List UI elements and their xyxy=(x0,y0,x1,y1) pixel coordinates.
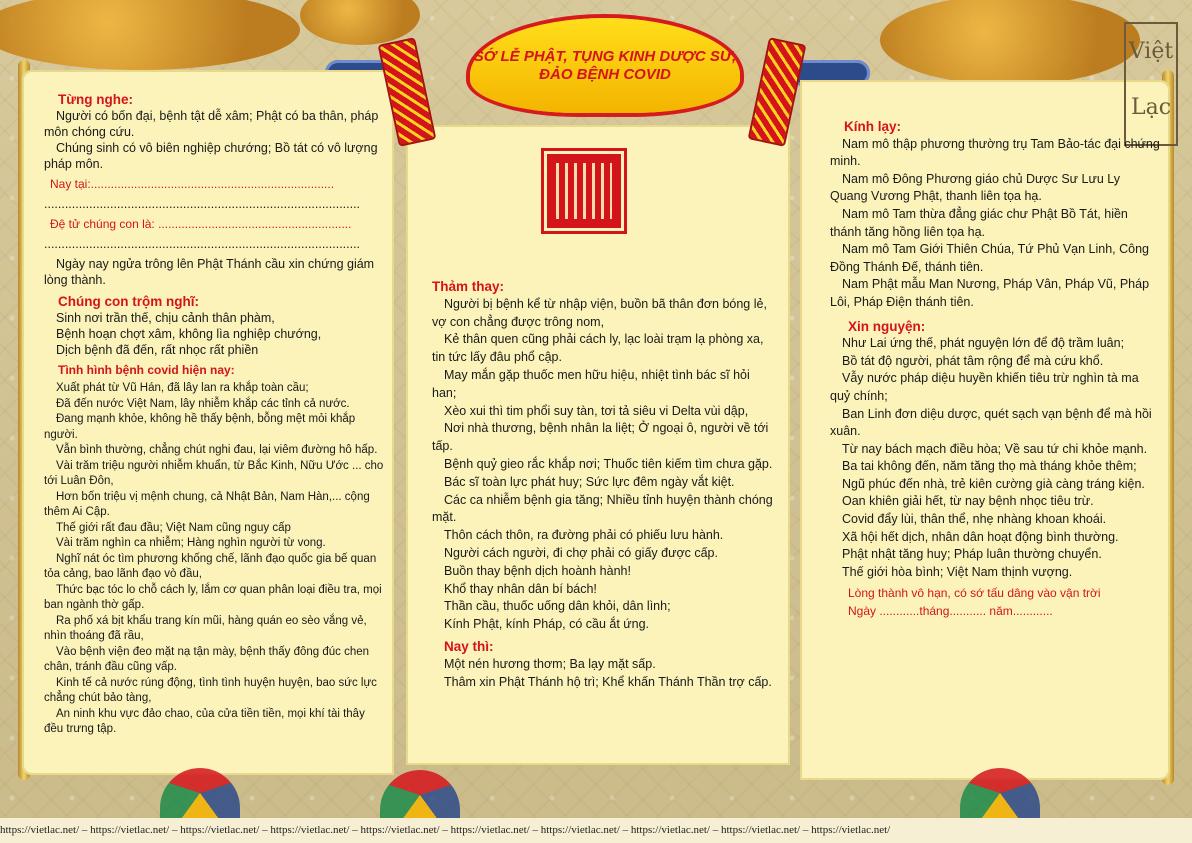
right-line: Nam mô thập phương thường trụ Tam Bảo-tác đại chứng minh. xyxy=(830,136,1160,169)
mid-line: Người cách người, đi chợ phải có giấy được cấp. xyxy=(444,545,718,560)
right-line-2: Bồ tát độ người, phát tâm rộng để mà cứu khổ. xyxy=(842,353,1104,368)
left-line: Thức bạc tóc lo chỗ cách ly, lắm cơ quan phân loại điều tra, mọi ban ngành thờ gấp. xyxy=(44,583,382,611)
right-line: Nam mô Tam thừa đẳng giác chư Phật Bồ Tát, hiền thánh tăng hồng liên tọa hạ. xyxy=(830,206,1128,239)
page-title: SỚ LỄ PHẬT, TỤNG KINH DƯỢC SƯ, ĐẢO BỆNH COVID xyxy=(473,48,737,83)
nay-tai-line: Nay tại:......................................................................... xyxy=(50,177,335,191)
red-seal-icon xyxy=(541,148,627,234)
brand-logo-text: Việt Lạc xyxy=(1128,39,1174,120)
left-line: Thế giới rất đau đầu; Việt Nam cũng nguy cấp xyxy=(56,521,291,534)
right-line-2: Xã hội hết dịch, nhân dân hoạt động bình thường. xyxy=(842,529,1119,544)
mid-line: Người bị bệnh kể từ nhập viện, buồn bã thân đơn bóng lẻ, vợ con chẳng được trông nom, xyxy=(432,296,767,329)
right-line-2: Ba tai không đến, năm tăng thọ mà tháng khỏe thêm; xyxy=(842,459,1137,474)
left-heading-2: Chúng con trộm nghĩ: xyxy=(58,294,199,309)
left-line: Hơn bốn triệu vị mệnh chung, cả Nhật Bản, Nam Hàn,... cộng thêm Ai Cập. xyxy=(44,490,370,518)
blank-line: ........................................................................................... xyxy=(44,197,361,211)
left-heading-1: Từng nghe: xyxy=(58,92,134,107)
mid-line: Bác sĩ toàn lực phát huy; Sức lực đêm ngày vắt kiệt. xyxy=(444,474,735,489)
mid-heading-1: Thảm thay: xyxy=(432,279,505,294)
left-line: Vào bệnh viện đeo mặt nạ tận mày, bệnh thấy đông đúc chen chân, tránh đầu cũng vấp. xyxy=(44,645,370,673)
mid-line-2: Một nén hương thơm; Ba lạy mặt sấp. xyxy=(444,656,656,671)
footer-url-text: https://vietlac.net/ – https://vietlac.net/ – https://vietlac.net/ – https://vietlac.net/ – https://vietlac.net/ – https://vietlac.net/ – https://vietlac.net/ – https://vietlac.net/ – https://vietlac.net/ – https://vietlac.net/ xyxy=(0,824,891,836)
left-heading-3: Tình hình bệnh covid hiện nay: xyxy=(58,363,235,377)
middle-text xyxy=(432,278,777,691)
right-line: Nam mô Tam Giới Thiên Chúa, Tứ Phủ Vạn Linh, Công Đồng Thánh Đế, thánh tiên. xyxy=(830,242,1149,274)
left-line: Nghĩ nát óc tìm phương khống chế, lãnh đạo quốc gia bế quan tỏa cảng, bao lãnh đạo vò đầu, xyxy=(44,552,377,580)
mid-line-2: Thâm xin Phật Thánh hộ trì; Khể khấn Thánh Thần trợ cấp. xyxy=(444,674,772,689)
closing-line-1: Lòng thành vô hạn, có sớ tấu dâng vào vận trời xyxy=(848,586,1101,601)
right-line-2: Như Lai ứng thế, phát nguyện lớn để độ trầm luân; xyxy=(842,336,1125,351)
right-line-2: Thế giới hòa bình; Việt Nam thịnh vượng. xyxy=(842,564,1073,579)
left-line: Vài trăm nghìn ca nhiễm; Hàng nghìn người từ vong. xyxy=(56,537,326,549)
mid-line: Kính Phật, kính Pháp, có cầu ắt ứng. xyxy=(444,617,650,632)
left-line: Ra phố xá bịt khẩu trang kín mũi, hàng quán eo sèo vắng vẻ, nhìn thoáng đã rầu, xyxy=(44,614,367,642)
right-line-2: Ban Linh đơn diệu dược, quét sạch vạn bệnh để mà hồi xuân. xyxy=(830,406,1152,439)
right-line: Nam mô Đông Phương giáo chủ Dược Sư Lưu Ly Quang Vương Phật, thanh liên tọa hạ. xyxy=(830,171,1120,204)
left-line: Xuất phát từ Vũ Hán, đã lây lan ra khắp toàn cầu; xyxy=(56,382,309,394)
footer-url-strip xyxy=(0,818,1192,843)
left-para-4: Sinh nơi trần thế, chịu cảnh thân phàm, xyxy=(56,311,275,325)
right-line-2: Oan khiên giải hết, từ nay bệnh nhọc tiêu trừ. xyxy=(842,494,1094,509)
mid-line: Bệnh quỷ gieo rắc khắp nơi; Thuốc tiên kiếm tìm chưa gặp. xyxy=(444,456,773,471)
left-para-3: Ngày nay ngửa trông lên Phật Thánh cầu xin chứng giám lòng thành. xyxy=(44,257,375,287)
mid-line: Buồn thay bệnh dịch hoành hành! xyxy=(444,563,631,578)
mid-line: Thần cầu, thuốc uống dân khỏi, dân lình; xyxy=(444,599,671,614)
left-para-2: Chúng sinh có vô biên nghiệp chướng; Bồ tát có vô lượng pháp môn. xyxy=(44,141,378,171)
right-line-2: Ngũ phúc đến nhà, trẻ kiên cường già càng tráng kiện. xyxy=(842,476,1145,491)
right-heading-2: Xin nguyện: xyxy=(848,318,926,334)
right-heading-1: Kính lạy: xyxy=(844,119,902,134)
seal-pattern xyxy=(556,163,612,219)
blank-line-2: ........................................................................................... xyxy=(44,237,361,251)
mid-line: Xèo xui thì tim phổi suy tàn, tơi tả siêu vi Delta vùi dập, xyxy=(444,403,749,418)
right-line-2: Từ nay bách mạch điều hòa; Về sau tứ chi khỏe mạnh. xyxy=(842,441,1148,456)
left-para-1: Người có bốn đại, bệnh tật dễ xâm; Phật có ba thân, pháp môn chóng cứu. xyxy=(44,109,379,139)
right-line-2: Phật nhật tăng huy; Pháp luân thường chuyển. xyxy=(842,547,1102,562)
right-line: Nam Phật mẫu Man Nương, Pháp Vân, Pháp Vũ, Pháp Lôi, Pháp Điện thánh tiên. xyxy=(830,277,1150,309)
left-line: Vài trăm triệu người nhiễm khuẩn, từ Bắc Kinh, Nữu Ước ... cho tới Luân Đôn, xyxy=(44,459,384,487)
right-line-2: Vẫy nước pháp diệu huyền khiến tiêu trừ nghìn tà ma quỷ chính; xyxy=(830,371,1139,403)
mid-line: Các ca nhiễm bệnh gia tăng; Nhiều tỉnh huyện thành chóng mặt. xyxy=(432,492,773,525)
mid-line: May mắn gặp thuốc men hữu hiệu, nhiệt tình bác sĩ hỏi han; xyxy=(432,367,750,400)
left-text xyxy=(44,92,384,738)
right-line-2: Covid đẩy lùi, thân thể, nhẹ nhàng khoan khoái. xyxy=(842,512,1107,527)
left-para-5: Bệnh hoạn chợt xâm, không lìa nghiệp chướng, xyxy=(56,327,322,341)
left-line: Vẫn bình thường, chẳng chút nghi đau, lại viêm đường hô hấp. xyxy=(56,444,378,456)
left-para-6: Dịch bệnh đã đến, rất nhọc rất phiền xyxy=(56,343,259,357)
mid-line: Nơi nhà thương, bệnh nhân la liệt; Ở ngoại ô, người về tới tấp. xyxy=(432,421,769,454)
closing-line-2: Ngày ............tháng........... năm............ xyxy=(848,604,1053,619)
mid-heading-2: Nay thì: xyxy=(444,638,494,654)
mid-line: Khổ thay nhân dân bí bách! xyxy=(444,581,597,596)
left-line: Đang mạnh khỏe, không hề thấy bệnh, bỗng mệt mỏi khắp người. xyxy=(44,413,356,441)
de-tu-line: Đệ tử chúng con là: .......................................................... xyxy=(50,217,352,231)
right-text xyxy=(830,118,1160,621)
mid-line: Kẻ thân quen cũng phải cách ly, lạc loài trạm lạ phòng xa, tin tức lấy đâu phổ cập. xyxy=(432,332,764,365)
left-line: Kinh tế cả nước rúng động, tình tình huyện huyện, bao sức lực chẳng chút bảo tàng, xyxy=(44,676,377,704)
left-line: An ninh khu vực đảo chao, của cửa tiền tiền, mọi khí tài thây đều trưng tập. xyxy=(44,707,365,735)
left-line: Đã đến nước Việt Nam, lây nhiễm khắp các tỉnh cả nước. xyxy=(56,397,350,410)
left-lines xyxy=(44,381,384,738)
mid-line: Thôn cách thôn, ra đường phải có phiếu lưu hành. xyxy=(444,528,724,543)
